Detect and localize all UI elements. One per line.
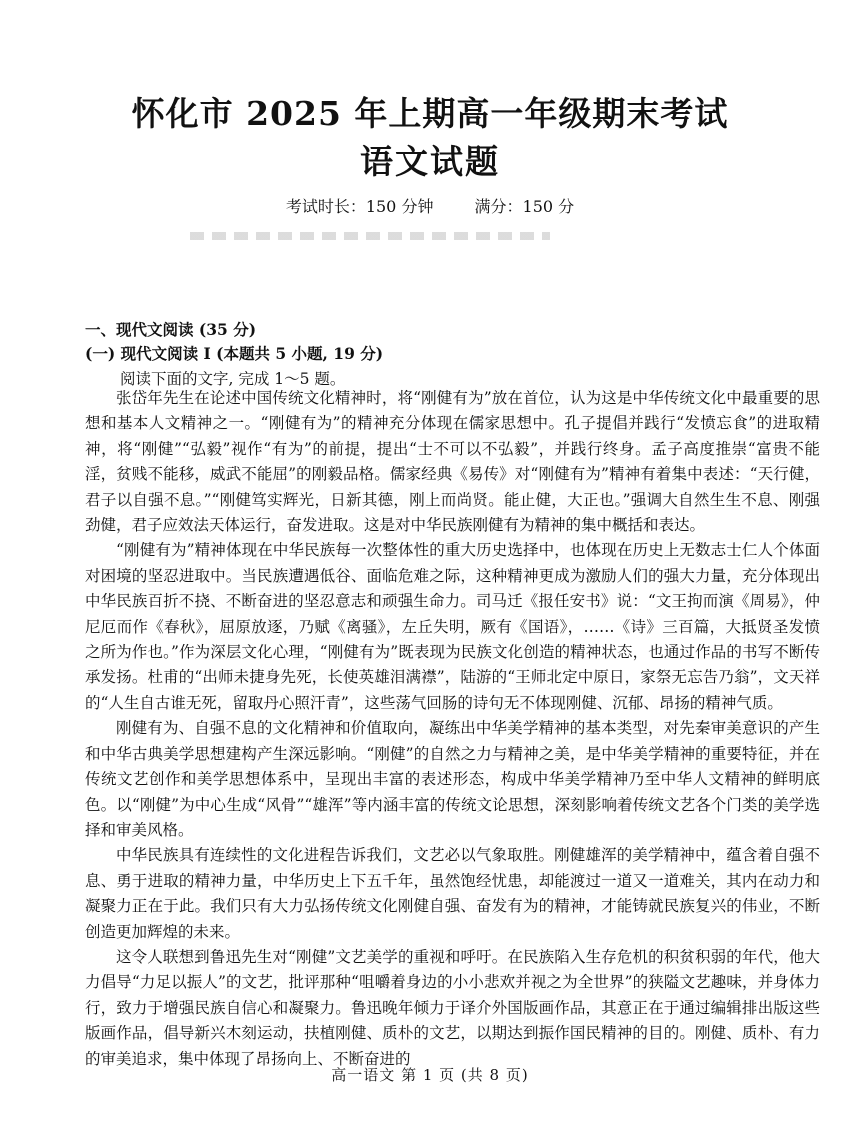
exam-title: 怀化市 2025 年上期高一年级期末考试 bbox=[131, 94, 729, 133]
subject-title: 语文试题 bbox=[360, 142, 500, 181]
passage-paragraph-1: 张岱年先生在论述中国传统文化精神时，将“刚健有为”放在首位，认为这是中华传统文化中最重要的思想和基本人文精神之一。“刚健有为”的精神充分体现在儒家思想中。孔子提倡并践行“发愤忘食”的进取精神，将“刚健”“弘毅”视作“有为”的前提，提出“士不可以不弘毅”，并践行终身。孟子高度推崇“富贵不能淫，贫贱不能移，威武不能屈”的刚毅品格。儒家经典《易传》对“刚健有为”精神有着集中表述：“天行健，君子以自强不息。”“刚健笃实辉光，日新其德，刚上而尚贤。能止健，大正也。”强调大自然生生不息、刚强劲健，君子应效法天体运行，奋发进取。这是对中华民族刚健有为精神的集中概括和表达。 bbox=[85, 389, 820, 535]
passage-paragraph-4: 中华民族具有连续性的文化进程告诉我们，文艺必以气象取胜。刚健雄浑的美学精神中，蕴含着自强不息、勇于进取的精神力量，中华历史上下五千年，虽然饱经忧患，却能渡过一道又一道难关，其内在动力和凝聚力正在于此。我们只有大力弘扬传统文化刚健自强、奋发有为的精神，才能铸就民族复兴的伟业，不断创造更加辉煌的未来。 bbox=[85, 846, 820, 941]
passage-paragraph-3: 刚健有为、自强不息的文化精神和价值取向，凝练出中华美学精神的基本类型，对先秦审美意识的产生和中华古典美学思想建构产生深远影响。“刚健”的自然之力与精神之美，是中华美学精神的重要特征，并在传统文艺创作和美学思想体系中，呈现出丰富的表述形态，构成中华美学精神乃至中华人文精神的鲜明底色。以“刚健”为中心生成“风骨”“雄浑”等内涵丰富的传统文论思想，深刻影响着传统文艺各个门类的美学选择和审美风格。 bbox=[85, 719, 820, 839]
passage-paragraph-2: “刚健有为”精神体现在中华民族每一次整体性的重大历史选择中，也体现在历史上无数志士仁人个体面对困境的坚忍进取中。当民族遭遇低谷、面临危难之际，这种精神更成为激励人们的强大力量，充分体现出中华民族百折不挠、不断奋进的坚忍意志和顽强生命力。司马迁《报任安书》说：“文王拘而演《周易》，仲尼厄而作《春秋》，屈原放逐，乃赋《离骚》，左丘失明，厥有《国语》，……《诗》三百篇，大抵贤圣发愤之所为作也。”作为深层文化心理，“刚健有为”既表现为民族文化创造的精神状态，也通过作品的书写不断传承发扬。杜甫的“出师未捷身先死，长使英雄泪满襟”，陆游的“王师北定中原日，家祭无忘告乃翁”，文天祥的“人生自古谁无死，留取丹心照汗青”，这些荡气回肠的诗句无不体现刚健、沉郁、昂扬的精神气质。 bbox=[85, 541, 820, 712]
reading-passage bbox=[85, 386, 820, 1072]
exam-meta bbox=[0, 194, 860, 217]
passage-paragraph-5: 这令人联想到鲁迅先生对“刚健”文艺美学的重视和呼吁。在民族陷入生存危机的积贫积弱的年代，他大力倡导“力足以振人”的文艺，批评那种“咀嚼着身边的小小悲欢并视之为全世界”的狭隘文艺趣味，并身体力行，致力于增强民族自信心和凝聚力。鲁迅晚年倾力于译介外国版画作品，其意正在于通过编辑排出版这些版画作品，倡导新兴木刻运动，扶植刚健、质朴的文艺，以期达到振作国民精神的目的。刚健、质朴、有力的审美追求，集中体现了昂扬向上、不断奋进的 bbox=[85, 947, 820, 1068]
page-footer: 高一语文 第 1 页 (共 8 页) bbox=[331, 1066, 529, 1084]
section-heading: 一、现代文阅读 (35 分) bbox=[85, 320, 257, 339]
exam-duration: 考试时长：150 分钟 bbox=[285, 197, 434, 216]
faded-notice-line bbox=[190, 232, 550, 240]
exam-full-score: 满分：150 分 bbox=[474, 197, 575, 216]
reading-instruction: 阅读下面的文字, 完成 1～5 题。 bbox=[120, 370, 346, 388]
subsection-heading: (一) 现代文阅读 I (本题共 5 小题, 19 分) bbox=[85, 344, 384, 363]
